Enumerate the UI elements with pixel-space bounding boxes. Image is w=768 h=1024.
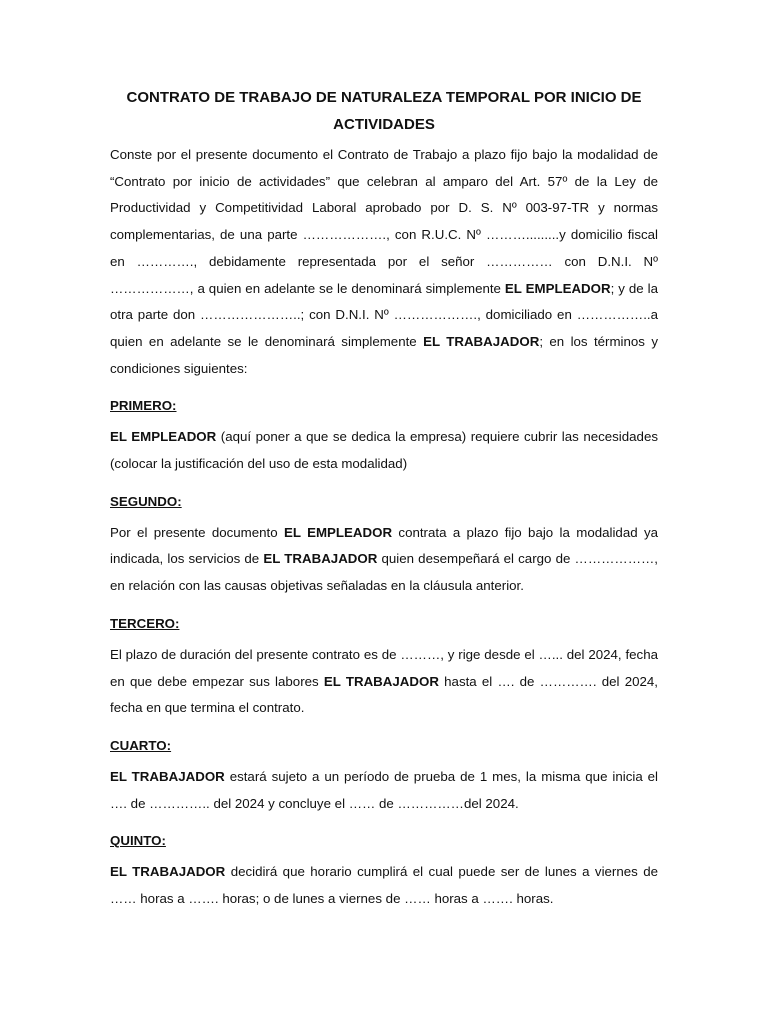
heading-segundo: SEGUNDO:: [110, 493, 182, 509]
cuarto-bold: EL TRABAJADOR: [110, 768, 225, 784]
segundo-text-3: quien desempeñará el cargo de ………………, en relación con las causas objetivas señaladas en la cláusula anterior.: [110, 551, 658, 594]
intro-text-3: ; en los términos y condiciones siguientes:: [110, 333, 658, 376]
primero-paragraph: [110, 424, 658, 477]
segundo-text-1: Por el presente documento: [110, 524, 284, 540]
tercero-text-2: hasta el …. de …………. del 2024, fecha en que termina el contrato.: [110, 673, 658, 716]
segundo-bold-empleador: EL EMPLEADOR: [284, 524, 393, 540]
heading-primero: PRIMERO:: [110, 398, 177, 414]
intro-text-1: Conste por el presente documento el Contrato de Trabajo a plazo fijo bajo la modalidad de “Contrato por inicio de actividades” que celebran al amparo del Art. 57º de la Ley de Productividad y Competitividad Laboral aprobado por D. S. Nº 003-97-TR y normas complementarias, de una parte ………………., con R.U.C. Nº ……….........y domicilio fiscal en …………., debidamente representada por el señor …………… con D.N.I. Nº ………………, a quien en adelante se le denominará simplemente: [110, 147, 658, 296]
primero-bold: EL EMPLEADOR: [110, 429, 217, 445]
quinto-bold: EL TRABAJADOR: [110, 864, 226, 880]
heading-tercero: TERCERO:: [110, 615, 180, 631]
cuarto-text: estará sujeto a un período de prueba de 1 mes, la misma que inicia el …. de ………….. del 2024 y concluye el …… de ……………del 2024.: [110, 768, 658, 811]
segundo-bold-trabajador: EL TRABAJADOR: [263, 551, 378, 567]
segundo-paragraph: [110, 520, 658, 600]
primero-text: (aquí poner a que se dedica la empresa) requiere cubrir las necesidades (colocar la justificación del uso de esta modalidad): [110, 429, 658, 472]
intro-paragraph: [110, 142, 658, 382]
title-line-2: ACTIVIDADES: [333, 116, 435, 133]
title-line-1: CONTRATO DE TRABAJO DE NATURALEZA TEMPORAL POR INICIO DE: [126, 89, 642, 106]
quinto-paragraph: [110, 859, 658, 912]
tercero-bold: EL TRABAJADOR: [323, 673, 439, 689]
quinto-text: decidirá que horario cumplirá el cual puede ser de lunes a viernes de …… horas a ……. horas; o de lunes a viernes de …… horas a ……. horas.: [110, 864, 658, 907]
heading-quinto: QUINTO:: [110, 833, 166, 849]
tercero-text-1: El plazo de duración del presente contrato es de ………, y rige desde el …... del 2024, fecha en que debe empezar sus labores: [110, 646, 658, 689]
intro-text-2: ; y de la otra parte don …………………..; con D.N.I. Nº ………………., domiciliado en ……………..a quien en adelante se le denominará simplemente: [110, 280, 658, 349]
intro-bold-empleador: EL EMPLEADOR: [504, 280, 611, 296]
cuarto-paragraph: [110, 764, 658, 817]
intro-bold-trabajador: EL TRABAJADOR: [423, 333, 540, 349]
heading-cuarto: CUARTO:: [110, 737, 172, 753]
document-title: [110, 84, 658, 138]
segundo-text-2: contrata a plazo fijo bajo la modalidad ya indicada, los servicios de: [110, 524, 658, 567]
tercero-paragraph: [110, 642, 658, 722]
